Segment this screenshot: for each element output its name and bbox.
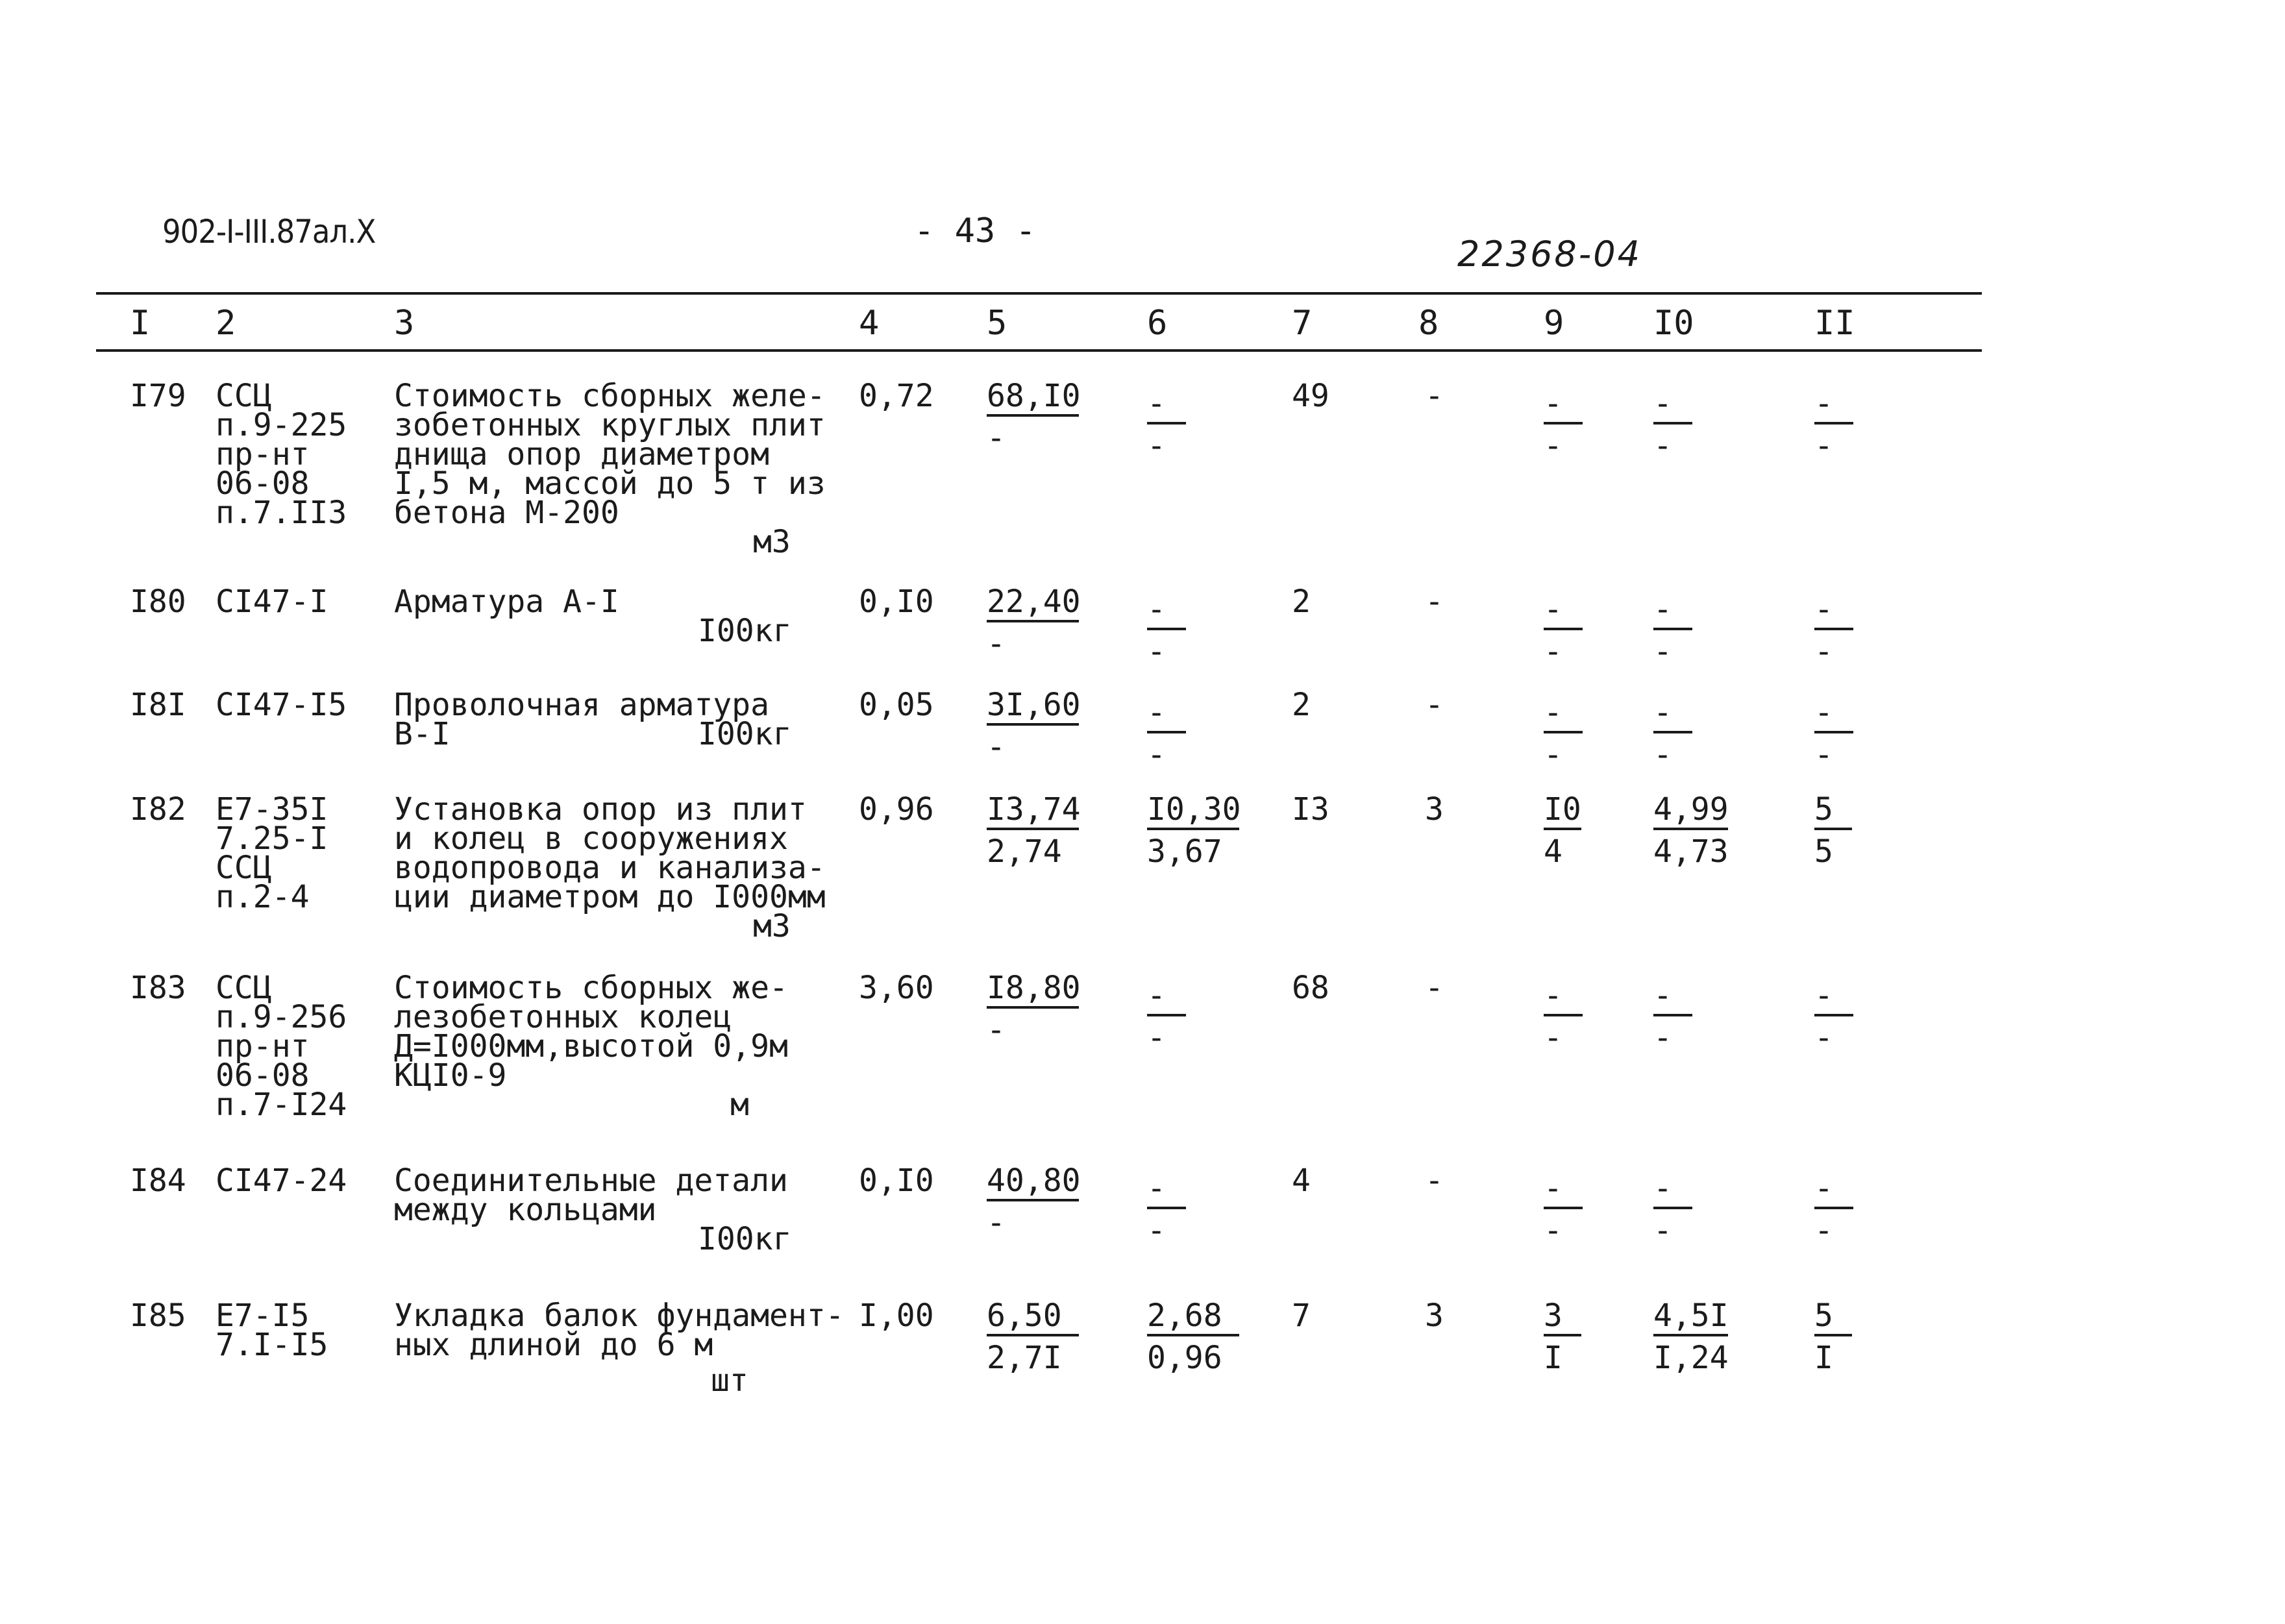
labor-total-fraction-bar [1814, 1207, 1853, 1209]
labor-total-denominator: - [1814, 428, 1833, 464]
price-cost-denominator: - [987, 420, 1006, 456]
row-number: I85 [130, 1298, 186, 1334]
price-cost-denominator: - [987, 1012, 1006, 1048]
unit-of-measure: м3 [753, 524, 791, 560]
machine-cost-denominator: I [1544, 1340, 1562, 1376]
rate-code-line: пр-нт [216, 436, 310, 473]
total-cost: 2 [1292, 584, 1311, 620]
rate-code-line: п.2-4 [216, 879, 310, 915]
wages-cost-fraction-bar [1147, 1014, 1186, 1016]
machine-cost-denominator: - [1544, 428, 1562, 464]
machine-cost-numerator: - [1544, 591, 1562, 628]
total-cost: 2 [1292, 687, 1311, 723]
row-number: I8I [130, 687, 186, 723]
rate-code-line: СI47-24 [216, 1163, 347, 1199]
labor-total-fraction-bar [1814, 1334, 1852, 1336]
labor-total-numerator: - [1814, 386, 1833, 422]
labor-unit-fraction-bar [1653, 422, 1692, 424]
labor-total-numerator: 5 [1814, 791, 1833, 828]
column-header-3: 3 [394, 304, 415, 343]
labor-unit-fraction-bar [1653, 1014, 1692, 1016]
labor-unit-denominator: 4,73 [1653, 833, 1729, 870]
table-header-rule [96, 349, 1982, 352]
wages-cost-denominator: 3,67 [1147, 833, 1222, 870]
column-header-7: 7 [1292, 304, 1313, 343]
unit-of-measure: I00кг [698, 613, 792, 649]
rate-code-line: ССЦ [216, 378, 272, 414]
machine-cost-denominator: - [1544, 634, 1562, 670]
labor-unit-denominator: - [1653, 634, 1672, 670]
machine-cost-denominator: 4 [1544, 833, 1562, 870]
labor-unit-fraction-bar [1653, 731, 1692, 733]
quantity: 0,05 [859, 687, 934, 723]
labor-total-fraction-bar [1814, 1014, 1853, 1016]
total-wages: 3 [1425, 1298, 1444, 1334]
description-line: Соединительные детали [394, 1163, 788, 1199]
total-cost: 49 [1292, 378, 1329, 414]
wages-cost-fraction-bar [1147, 731, 1186, 733]
rate-code-line: 7.25-I [216, 820, 328, 857]
price-cost-numerator: I8,80 [987, 970, 1081, 1006]
quantity: 0,72 [859, 378, 934, 414]
wages-cost-fraction-bar [1147, 828, 1239, 830]
rate-code-line: п.7.II3 [216, 495, 347, 531]
description-line: Установка опор из плит [394, 791, 807, 828]
column-header-1: I [130, 304, 151, 343]
rate-code-line: СI47-I [216, 584, 328, 620]
price-cost-denominator: 2,74 [987, 833, 1062, 870]
machine-cost-denominator: - [1544, 1212, 1562, 1249]
column-header-2: 2 [216, 304, 236, 343]
labor-unit-fraction-bar [1653, 628, 1692, 630]
wages-cost-denominator: 0,96 [1147, 1340, 1222, 1376]
description-line: Арматура А-I [394, 584, 619, 620]
price-cost-numerator: 3I,60 [987, 687, 1081, 723]
machine-cost-fraction-bar [1544, 1207, 1583, 1209]
labor-unit-denominator: - [1653, 1020, 1672, 1056]
machine-cost-denominator: - [1544, 737, 1562, 773]
machine-cost-numerator: - [1544, 386, 1562, 422]
price-cost-fraction-bar [987, 620, 1079, 622]
rate-code-line: СI47-I5 [216, 687, 347, 723]
rate-code-line: ССЦ [216, 970, 272, 1006]
price-cost-fraction-bar [987, 723, 1079, 726]
description-line: лезобетонных колец [394, 999, 732, 1035]
unit-of-measure: м [730, 1087, 749, 1123]
description-line: между кольцами [394, 1192, 657, 1228]
labor-total-denominator: - [1814, 737, 1833, 773]
labor-total-fraction-bar [1814, 731, 1853, 733]
labor-unit-denominator: - [1653, 428, 1672, 464]
wages-cost-fraction-bar [1147, 422, 1186, 424]
description-line: Проволочная арматура [394, 687, 769, 723]
price-cost-fraction-bar [987, 1199, 1079, 1201]
row-number: I84 [130, 1163, 186, 1199]
labor-total-denominator: - [1814, 1020, 1833, 1056]
quantity: I,00 [859, 1298, 934, 1334]
quantity: 0,96 [859, 791, 934, 828]
price-cost-numerator: 6,50 [987, 1298, 1062, 1334]
labor-total-fraction-bar [1814, 628, 1853, 630]
machine-cost-fraction-bar [1544, 422, 1583, 424]
description-line: Укладка балок фундамент- [394, 1298, 845, 1334]
labor-unit-numerator: 4,99 [1653, 791, 1729, 828]
document-stamp-number: 22368-04 [1457, 234, 1642, 275]
labor-total-denominator: - [1814, 1212, 1833, 1249]
labor-unit-fraction-bar [1653, 1207, 1692, 1209]
unit-of-measure: м3 [753, 908, 791, 944]
unit-of-measure: I00кг [698, 1221, 792, 1257]
labor-unit-denominator: - [1653, 737, 1672, 773]
labor-total-numerator: - [1814, 978, 1833, 1014]
wages-cost-denominator: - [1147, 1020, 1166, 1056]
description-line: Стоимость сборных же- [394, 970, 788, 1006]
column-header-5: 5 [987, 304, 1007, 343]
description-line: бетона М-200 [394, 495, 619, 531]
price-cost-denominator: - [987, 1205, 1006, 1241]
machine-cost-numerator: I0 [1544, 791, 1581, 828]
rate-code-line: 7.I-I5 [216, 1327, 328, 1363]
description-line: Д=I000мм,высотой 0,9м [394, 1028, 788, 1064]
description-line: КЦI0-9 [394, 1057, 507, 1094]
quantity: 3,60 [859, 970, 934, 1006]
rate-code-line: п.9-256 [216, 999, 347, 1035]
row-number: I82 [130, 791, 186, 828]
row-number: I80 [130, 584, 186, 620]
price-cost-fraction-bar [987, 828, 1079, 830]
wages-cost-denominator: - [1147, 634, 1166, 670]
rate-code-line: пр-нт [216, 1028, 310, 1064]
price-cost-numerator: 68,I0 [987, 378, 1081, 414]
wages-cost-fraction-bar [1147, 1334, 1239, 1336]
price-cost-denominator: 2,7I [987, 1340, 1062, 1376]
labor-total-fraction-bar [1814, 422, 1853, 424]
price-cost-denominator: - [987, 626, 1006, 662]
total-cost: I3 [1292, 791, 1329, 828]
description-line: I,5 м, массой до 5 т из [394, 465, 826, 502]
machine-cost-numerator: 3 [1544, 1298, 1562, 1334]
wages-cost-numerator: - [1147, 386, 1166, 422]
description-line: зобетонных круглых плит [394, 407, 826, 443]
rate-code-line: Е7-35I [216, 791, 328, 828]
quantity: 0,I0 [859, 1163, 934, 1199]
total-wages: - [1425, 687, 1444, 723]
machine-cost-fraction-bar [1544, 628, 1583, 630]
labor-unit-denominator: - [1653, 1212, 1672, 1249]
column-header-6: 6 [1147, 304, 1168, 343]
wages-cost-numerator: - [1147, 1170, 1166, 1207]
wages-cost-denominator: - [1147, 1212, 1166, 1249]
wages-cost-denominator: - [1147, 737, 1166, 773]
column-header-11: II [1814, 304, 1855, 343]
unit-of-measure: шт [711, 1362, 748, 1399]
rate-code-line: Е7-I5 [216, 1298, 310, 1334]
price-cost-fraction-bar [987, 1006, 1079, 1009]
labor-unit-numerator: - [1653, 978, 1672, 1014]
labor-unit-numerator: - [1653, 1170, 1672, 1207]
labor-unit-numerator: - [1653, 591, 1672, 628]
price-cost-denominator: - [987, 729, 1006, 765]
wages-cost-fraction-bar [1147, 1207, 1186, 1209]
description-line: В-I [394, 716, 451, 752]
machine-cost-fraction-bar [1544, 828, 1581, 830]
labor-unit-fraction-bar [1653, 1334, 1728, 1336]
total-wages: - [1425, 970, 1444, 1006]
description-line: ции диаметром до I000мм [394, 879, 826, 915]
total-cost: 7 [1292, 1298, 1311, 1334]
rate-code-line: п.9-225 [216, 407, 347, 443]
price-cost-numerator: 40,80 [987, 1163, 1081, 1199]
column-header-9: 9 [1544, 304, 1564, 343]
machine-cost-numerator: - [1544, 695, 1562, 731]
description-line: и колец в сооружениях [394, 820, 788, 857]
wages-cost-denominator: - [1147, 428, 1166, 464]
machine-cost-numerator: - [1544, 1170, 1562, 1207]
rate-code-line: 06-08 [216, 1057, 310, 1094]
total-wages: 3 [1425, 791, 1444, 828]
price-cost-numerator: I3,74 [987, 791, 1081, 828]
labor-total-numerator: - [1814, 695, 1833, 731]
description-line: Стоимость сборных желе- [394, 378, 826, 414]
wages-cost-numerator: 2,68 [1147, 1298, 1222, 1334]
total-wages: - [1425, 1163, 1444, 1199]
total-wages: - [1425, 378, 1444, 414]
labor-unit-numerator: - [1653, 695, 1672, 731]
labor-total-numerator: 5 [1814, 1298, 1833, 1334]
column-header-8: 8 [1418, 304, 1439, 343]
rate-code-line: п.7-I24 [216, 1087, 347, 1123]
labor-unit-numerator: 4,5I [1653, 1298, 1729, 1334]
wages-cost-numerator: - [1147, 695, 1166, 731]
quantity: 0,I0 [859, 584, 934, 620]
labor-total-denominator: I [1814, 1340, 1833, 1376]
price-cost-fraction-bar [987, 1334, 1079, 1336]
description-line: водопровода и канализа- [394, 850, 826, 886]
machine-cost-fraction-bar [1544, 731, 1583, 733]
column-header-4: 4 [859, 304, 880, 343]
labor-total-denominator: 5 [1814, 833, 1833, 870]
document-code: 902-I-III.87ал.X [162, 213, 376, 251]
column-header-10: I0 [1653, 304, 1694, 343]
price-cost-fraction-bar [987, 414, 1079, 417]
total-cost: 68 [1292, 970, 1329, 1006]
row-number: I83 [130, 970, 186, 1006]
labor-total-numerator: - [1814, 591, 1833, 628]
table-top-rule [96, 292, 1982, 295]
wages-cost-fraction-bar [1147, 628, 1186, 630]
labor-unit-numerator: - [1653, 386, 1672, 422]
wages-cost-numerator: - [1147, 591, 1166, 628]
machine-cost-denominator: - [1544, 1020, 1562, 1056]
machine-cost-fraction-bar [1544, 1334, 1581, 1336]
labor-total-numerator: - [1814, 1170, 1833, 1207]
total-cost: 4 [1292, 1163, 1311, 1199]
unit-of-measure: I00кг [698, 716, 792, 752]
labor-unit-fraction-bar [1653, 828, 1728, 830]
total-wages: - [1425, 584, 1444, 620]
rate-code-line: 06-08 [216, 465, 310, 502]
labor-total-denominator: - [1814, 634, 1833, 670]
price-cost-numerator: 22,40 [987, 584, 1081, 620]
machine-cost-numerator: - [1544, 978, 1562, 1014]
rate-code-line: ССЦ [216, 850, 272, 886]
description-line: ных длиной до 6 м [394, 1327, 713, 1363]
labor-unit-denominator: I,24 [1653, 1340, 1729, 1376]
machine-cost-fraction-bar [1544, 1014, 1583, 1016]
row-number: I79 [130, 378, 186, 414]
wages-cost-numerator: - [1147, 978, 1166, 1014]
description-line: днища опор диаметром [394, 436, 769, 473]
wages-cost-numerator: I0,30 [1147, 791, 1241, 828]
labor-total-fraction-bar [1814, 828, 1852, 830]
page-number: - 43 - [914, 212, 1036, 251]
